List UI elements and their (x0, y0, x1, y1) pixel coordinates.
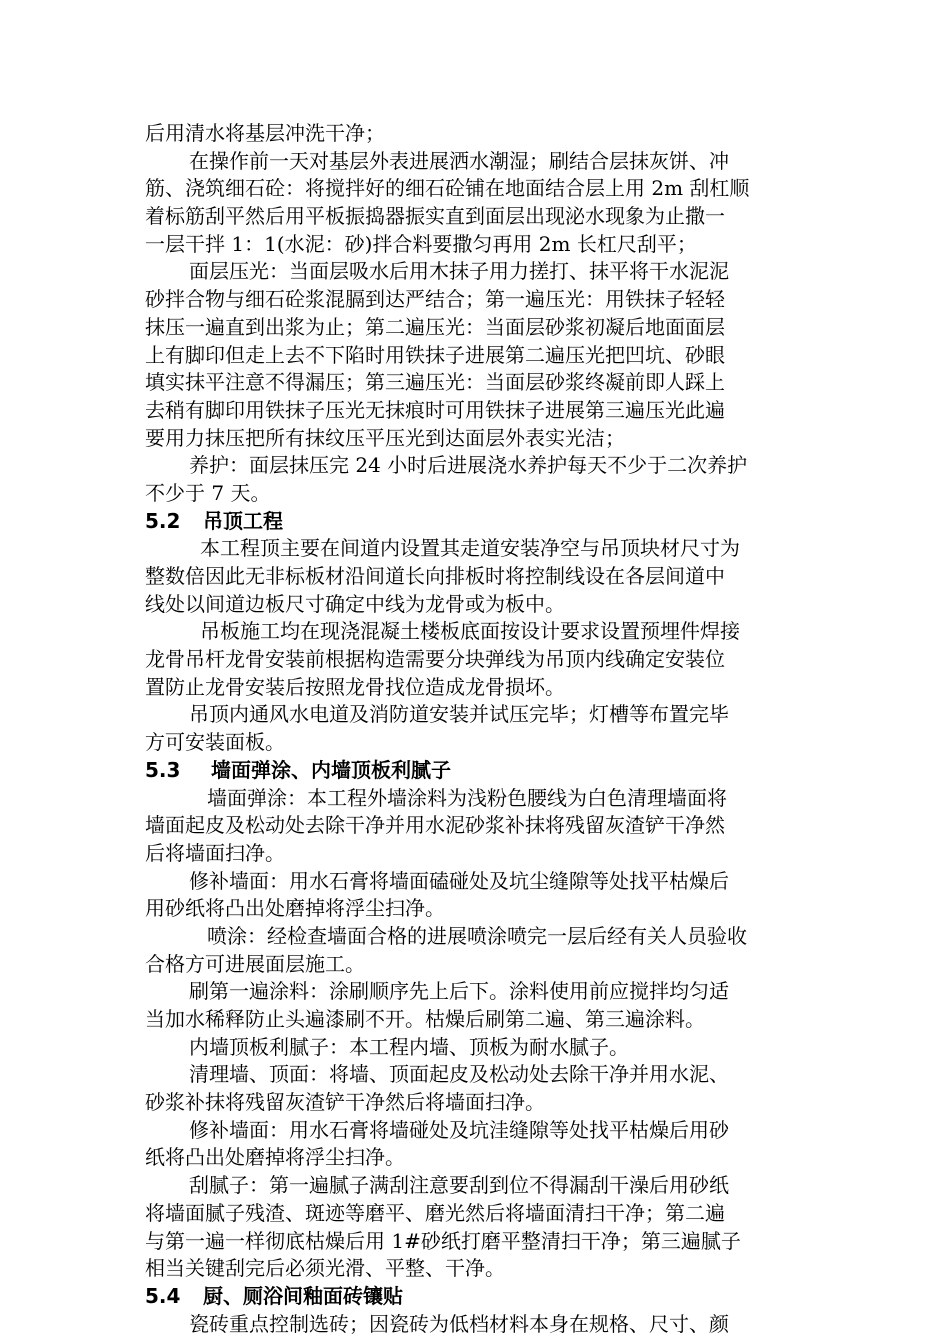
text-line: 后将墙面扫净。 (145, 840, 285, 865)
section-title: 吊顶工程 (203, 508, 283, 533)
section-title: 墙面弹涂、内墙顶板利腻子 (211, 757, 451, 782)
paragraph-start: 吊板施工均在现浇混凝土楼板底面按设计要求设置预埋件焊接 (200, 619, 740, 644)
text-line: 着标筋刮平然后用平板振捣器振实直到面层出现泌水现象为止撒一 (145, 204, 725, 229)
text-line: 一层干拌 1：1(水泥：砂)拌合料要撒匀再用 2m 长杠尺刮平； (145, 231, 697, 256)
text-line: 置防止龙骨安装后按照龙骨找位造成龙骨损坏。 (145, 674, 565, 699)
text-line: 要用力抹压把所有抹纹压平压光到达面层外表实光洁； (145, 425, 625, 450)
text-line: 后用清水将基层冲洗干净； (145, 121, 385, 145)
text-line: 相当关键刮完后必须光滑、平整、干净。 (145, 1256, 505, 1281)
section-title: 厨、厕浴间釉面砖镶贴 (203, 1283, 403, 1308)
section-number: 5.4 (145, 1283, 181, 1308)
section-heading-5-2 (145, 508, 810, 536)
paragraph-start: 修补墙面：用水石膏将墙面磕碰处及坑尘缝隙等处找平枯燥后 (189, 868, 729, 893)
text-line: 龙骨吊杆龙骨安装前根据构造需要分块弹线为吊顶内线确定安装位 (145, 647, 725, 672)
text-line: 与第一遍一样彻底枯燥后用 1#砂纸打磨平整清扫干净；第三遍腻子 (145, 1228, 741, 1253)
section-heading-5-4 (145, 1283, 810, 1311)
paragraph-start: 内墙顶板利腻子：本工程内墙、顶板为耐水腻子。 (189, 1034, 629, 1059)
paragraph-start: 在操作前一天对基层外表进展洒水潮湿；刷结合层抹灰饼、冲 (189, 148, 729, 173)
paragraph-start: 本工程顶主要在间道内设置其走道安装净空与吊顶块材尺寸为 (200, 536, 740, 561)
text-line: 不少于 7 天。 (145, 480, 271, 505)
text-line: 砂拌合物与细石砼浆混膈到达严结合；第一遍压光：用铁抹子轻轻 (145, 287, 725, 312)
paragraph-start: 喷涂：经检查墙面合格的进展喷涂喷完一层后经有关人员验收 (207, 923, 747, 948)
text-line: 填实抹平注意不得漏压；第三遍压光：当面层砂浆终凝前即人踩上 (145, 370, 725, 395)
paragraph-start: 墙面弹涂：本工程外墙涂料为浅粉色腰线为白色清理墙面将 (207, 785, 727, 810)
text-line: 整数倍因此无非标板材沿间道长向排板时将控制线设在各层间道中 (145, 564, 725, 588)
paragraph-start: 面层压光：当面层吸水后用木抹子用力搓打、抹平将干水泥泥 (189, 259, 729, 284)
paragraph-start: 清理墙、顶面：将墙、顶面起皮及松动处去除干净并用水泥、 (189, 1062, 729, 1087)
text-line: 线处以间道边板尺寸确定中线为龙骨或为板中。 (145, 591, 565, 616)
paragraph-start: 瓷砖重点控制选砖；因瓷砖为低档材料本身在规格、尺寸、颜 (189, 1311, 729, 1336)
text-line: 将墙面腻子残渣、斑迹等磨平、磨光然后将墙面清扫干净；第二遍 (145, 1200, 725, 1225)
section-heading-5-3 (145, 757, 810, 785)
text-line: 抹压一遍直到出浆为止；第二遍压光：当面层砂浆初凝后地面面层 (145, 314, 725, 339)
document-page (145, 120, 810, 1338)
text-line: 砂浆补抹将残留灰渣铲干净然后将墙面扫净。 (145, 1090, 545, 1115)
text-line: 筋、浇筑细石砼：将搅拌好的细石砼铺在地面结合层上用 2m 刮杠顺 (145, 176, 750, 201)
text-line: 当加水稀释防止头遍漆刷不开。枯燥后刷第二遍、第三遍涂料。 (145, 1007, 705, 1031)
text-line: 去稍有脚印用铁抹子压光无抹痕时可用铁抹子进展第三遍压光此遍 (145, 397, 725, 422)
paragraph-start: 修补墙面：用水石膏将墙碰处及坑洼缝隙等处找平枯燥后用砂 (189, 1117, 729, 1142)
paragraph-start: 刷第一遍涂料：涂刷顺序先上后下。涂料使用前应搅拌均匀适 (189, 979, 729, 1004)
text-line: 墙面起皮及松动处去除干净并用水泥砂浆补抹将残留灰渣铲干净然 (145, 813, 725, 838)
section-number: 5.2 (145, 508, 181, 533)
text-line: 用砂纸将凸出处磨掉将浮尘扫净。 (145, 896, 445, 921)
paragraph-start: 养护：面层抹压完 24 小时后进展浇水养护每天不少于二次养护 (189, 453, 748, 478)
section-number: 5.3 (145, 757, 181, 782)
paragraph-start: 刮腻子：第一遍腻子满刮注意要刮到位不得漏刮干澡后用砂纸 (189, 1173, 729, 1198)
text-line: 合格方可进展面层施工。 (145, 951, 365, 976)
text-line: 纸将凸出处磨掉将浮尘扫净。 (145, 1145, 405, 1170)
text-line: 方可安装面板。 (145, 730, 285, 755)
paragraph-start: 吊顶内通风水电道及消防道安装并试压完毕；灯槽等布置完毕 (189, 702, 729, 727)
text-line: 上有脚印但走上去不下陷时用铁抹子进展第二遍压光把凹坑、砂眼 (145, 342, 725, 367)
